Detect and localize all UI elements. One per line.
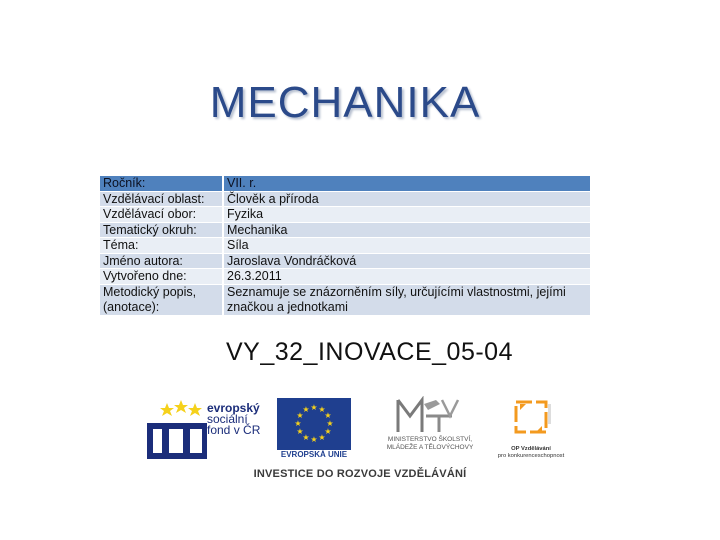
row-value: VII. r. (223, 176, 590, 191)
slide-title: MECHANIKA (209, 78, 481, 127)
svg-text:★: ★ (318, 433, 326, 442)
table-row (100, 176, 590, 191)
table-row (100, 284, 590, 315)
op-logo (490, 398, 572, 462)
row-value: Jaroslava Vondráčková (223, 253, 590, 269)
eu-logo (277, 398, 351, 462)
svg-text:★: ★ (310, 435, 318, 444)
op-caption (490, 446, 572, 460)
row-value: Člověk a příroda (223, 191, 590, 207)
msmt-line1: MINISTERSTVO ŠKOLSTVÍ, (387, 436, 473, 443)
svg-text:★: ★ (296, 427, 304, 436)
table-row (100, 238, 590, 254)
row-label: Vytvořeno dne: (100, 269, 223, 285)
svg-text:★: ★ (310, 403, 318, 412)
funding-logos (140, 392, 580, 492)
msmt-line2: MLÁDEŽE A TĚLOVÝCHOVY (386, 444, 474, 451)
svg-text:★: ★ (318, 405, 326, 414)
msmt-monogram-icon (380, 396, 476, 436)
row-value: 26.3.2011 (223, 269, 590, 285)
row-label: Vzdělávací oblast: (100, 191, 223, 207)
row-label: Metodický popis, (anotace): (100, 284, 223, 315)
table-row (100, 191, 590, 207)
esf-line2: sociální (207, 412, 248, 426)
table-row (100, 269, 590, 285)
esf-text (207, 403, 260, 436)
row-value: Síla (223, 238, 590, 254)
metadata-table (100, 176, 590, 316)
investment-tagline: INVESTICE DO ROZVOJE VZDĚLÁVÁNÍ (253, 468, 467, 480)
svg-text:★: ★ (326, 419, 334, 428)
esf-line1: evropský (207, 401, 260, 415)
svg-text:★: ★ (302, 433, 310, 442)
op-line2: pro konkurenceschopnost (497, 453, 565, 459)
material-code: VY_32_INOVACE_05-04 (226, 338, 513, 366)
esf-logo (145, 397, 275, 463)
svg-text:★: ★ (324, 411, 332, 420)
op-emblem-icon (490, 398, 572, 444)
op-line1: OP Vzdělávání (511, 446, 551, 452)
svg-text:★: ★ (296, 411, 304, 420)
row-label: Jméno autora: (100, 253, 223, 269)
eu-caption: EVROPSKÁ UNIE (280, 450, 348, 459)
table-row (100, 222, 590, 238)
row-value: Seznamuje se znázorněním síly, určujícími vlastnostmi, jejími značkou a jednotkami (223, 284, 590, 315)
row-label: Ročník: (100, 176, 223, 191)
msmt-caption (380, 436, 480, 452)
eu-flag-icon (277, 398, 351, 450)
svg-text:★: ★ (302, 405, 310, 414)
row-label: Vzdělávací obor: (100, 207, 223, 223)
row-label: Tematický okruh: (100, 222, 223, 238)
msmt-logo (380, 396, 476, 462)
table-row (100, 207, 590, 223)
table-row (100, 253, 590, 269)
svg-text:★: ★ (294, 419, 302, 428)
row-value: Mechanika (223, 222, 590, 238)
row-label: Téma: (100, 238, 223, 254)
row-value: Fyzika (223, 207, 590, 223)
esf-line3: fond v ČR (207, 423, 261, 437)
svg-text:★: ★ (324, 427, 332, 436)
